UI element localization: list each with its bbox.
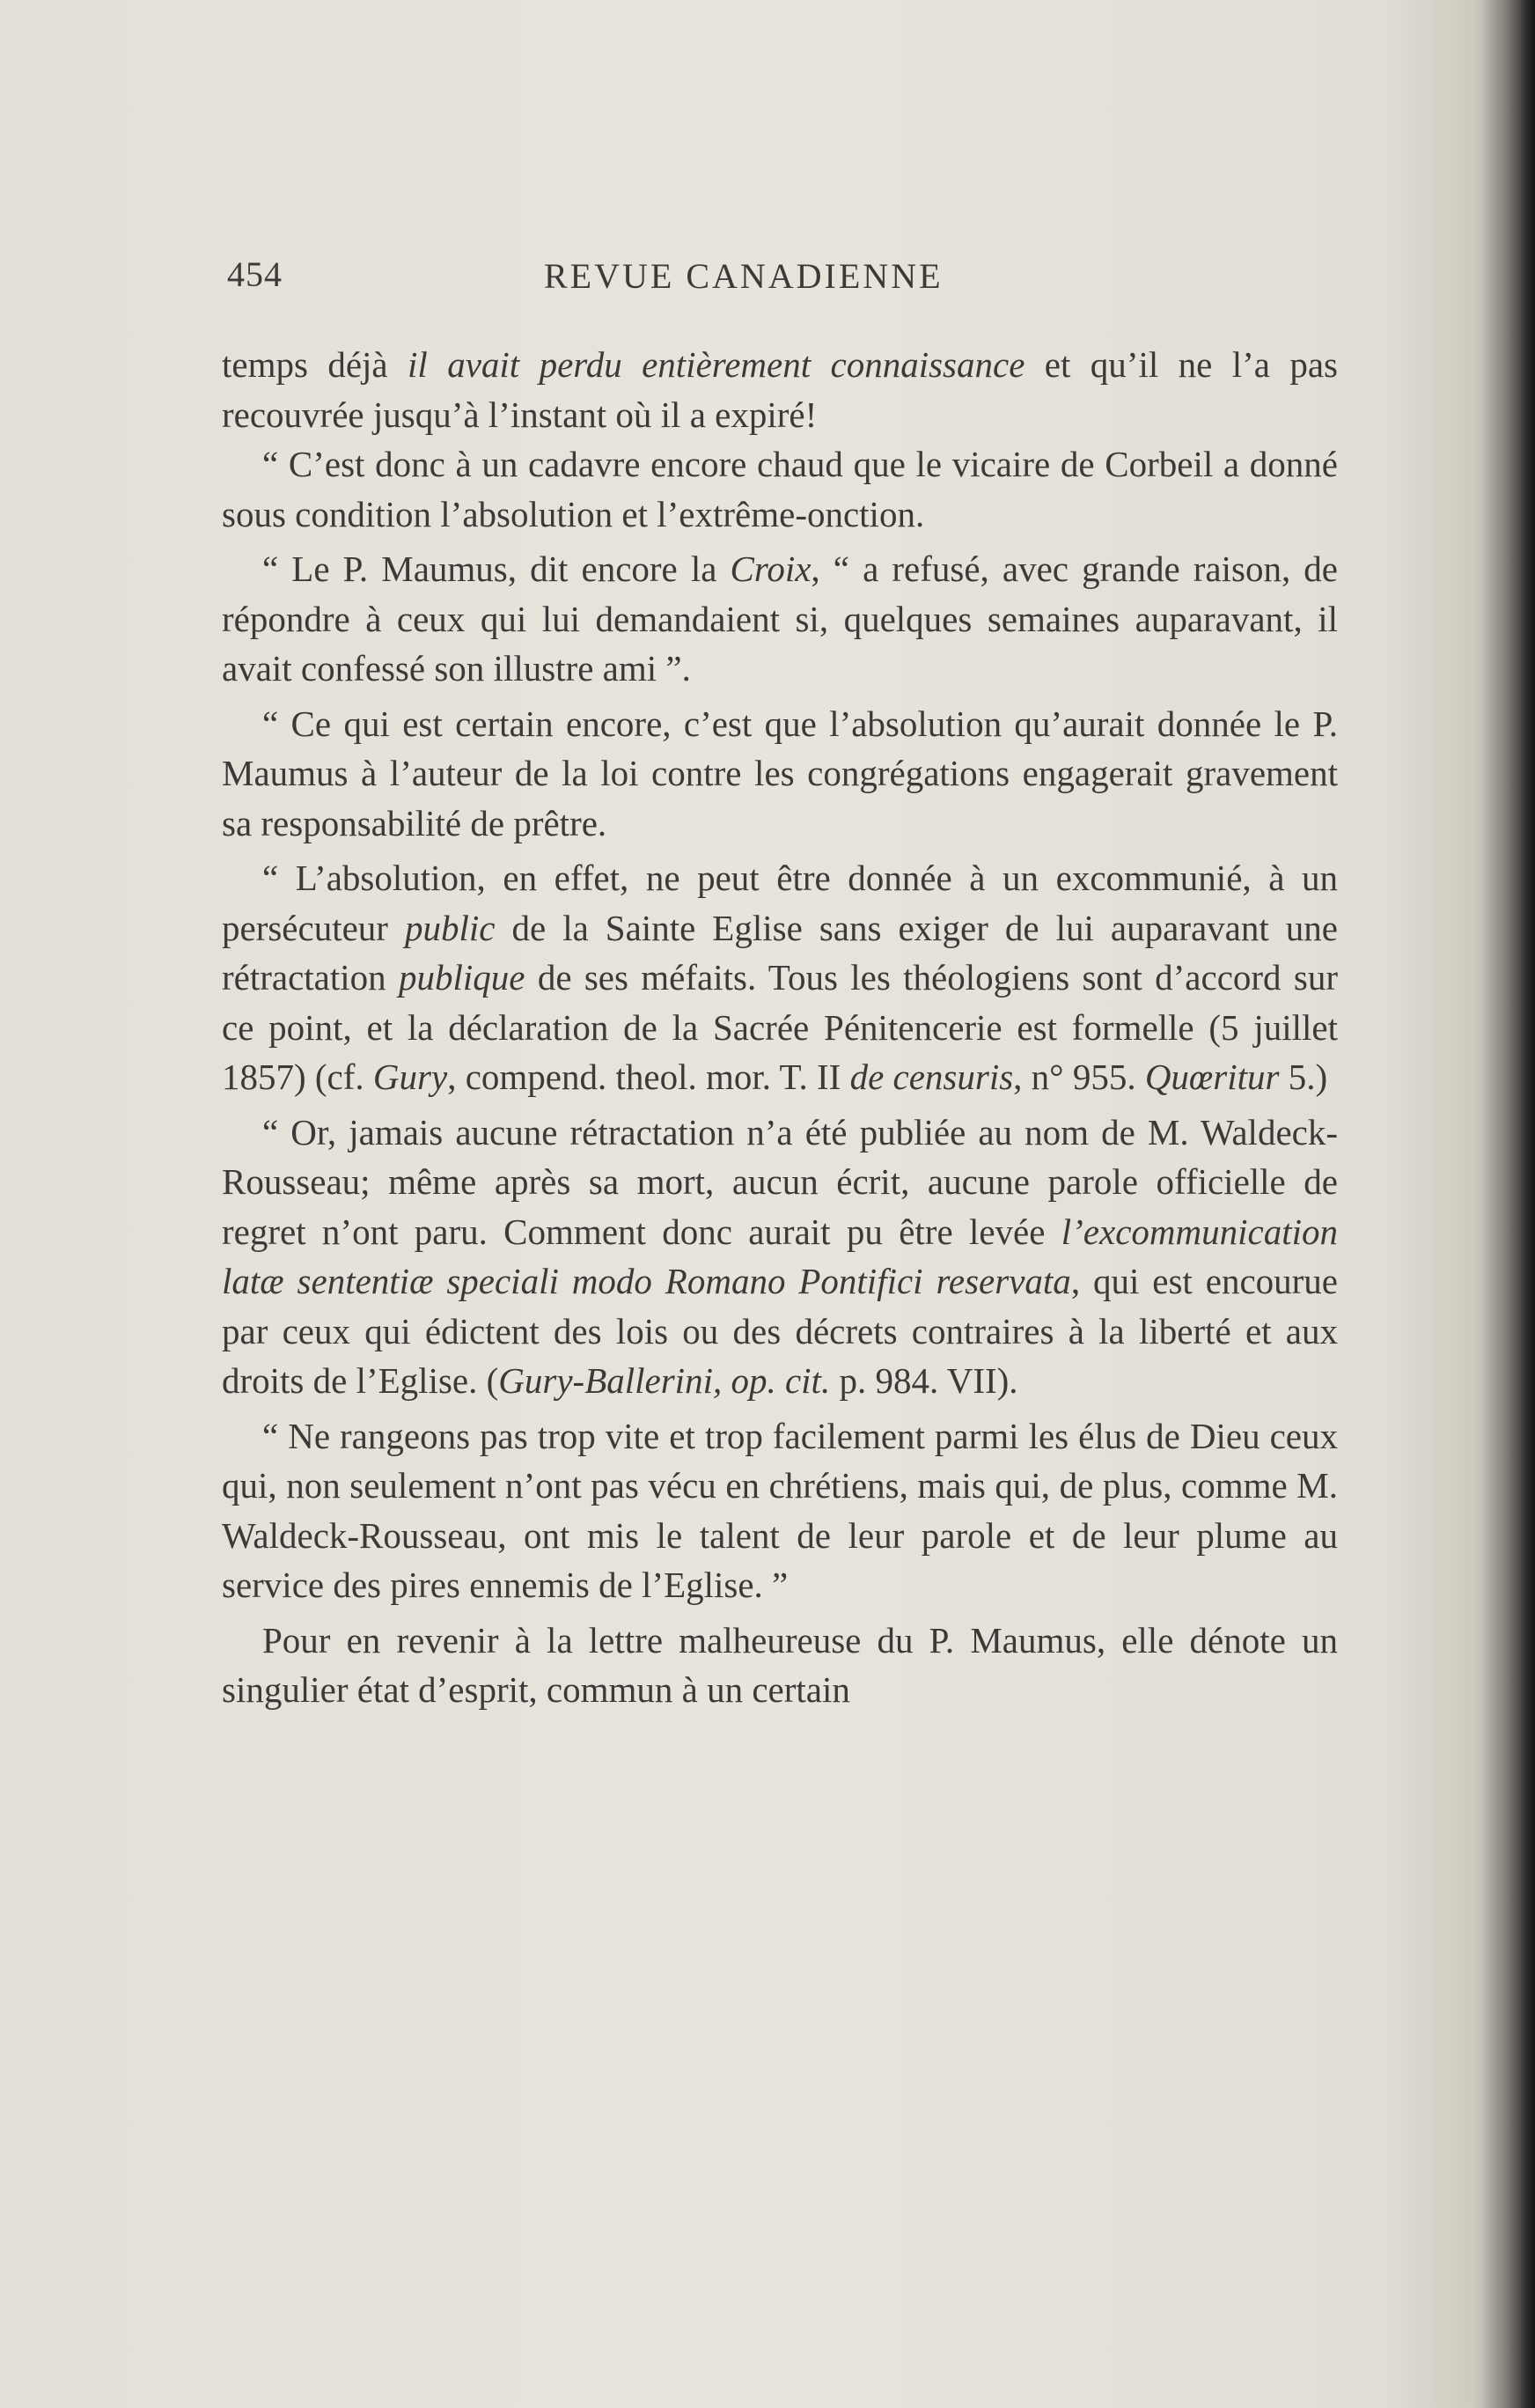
- text-run: “ Le P. Maumus, dit encore la: [262, 549, 731, 589]
- page-number: 454: [227, 254, 283, 294]
- text-run: 5.): [1279, 1057, 1328, 1097]
- text-run: , compend. theol. mor. T. II: [447, 1057, 850, 1097]
- text-run: “ L’absolution, en effet, ne peut être donnée à un excommunié, à un persécuteur: [222, 858, 1338, 948]
- paragraph: [222, 1616, 1338, 1715]
- italic-text: Croix: [730, 549, 812, 589]
- italic-text: publique: [399, 957, 525, 998]
- italic-text: il avait perdu entièrement connaissance: [408, 344, 1025, 385]
- italic-text: Quœritur: [1144, 1057, 1280, 1097]
- italic-text: l’excommunication latæ sententiæ speciali modo Romano Pontifici reservata: [222, 1211, 1338, 1301]
- italic-text: Gury-Ballerini, op. cit.: [498, 1360, 831, 1401]
- italic-text: Gury: [372, 1057, 448, 1097]
- text-run: “ C’est donc à un cadavre encore chaud que le vicaire de Corbeil a donné sous condition l’absolution et l’extrême-onction.: [222, 444, 1338, 534]
- text-run: et qu’il ne l’a pas recouvrée jusqu’à l’instant où il a expiré!: [222, 344, 1338, 435]
- text-run: , n° 955.: [1013, 1057, 1145, 1097]
- page-gutter-shadow: [1482, 0, 1535, 2408]
- text-run: “ Ce qui est certain encore, c’est que l’absolution qu’aurait donnée le P. Maumus à l’auteur de la loi contre les congrégations engagerait gravement sa responsabilité de prêtre.: [222, 703, 1338, 843]
- paragraph: [222, 1411, 1338, 1610]
- text-run: “ Or, jamais aucune rétractation n’a été publiée au nom de M. Waldeck-Rousseau; même après sa mort, aucun écrit, aucune parole officielle de regret n’ont paru. Comment donc aurait pu être levée: [222, 1111, 1338, 1252]
- text-run: de ses méfaits. Tous les théologiens sont d’accord sur ce point, et la déclaration de la Sacrée Pénitencerie est formelle (5 juillet 1857) (cf.: [222, 957, 1338, 1097]
- text-run: p. 984. VII).: [830, 1360, 1018, 1401]
- running-title: REVUE CANADIENNE: [544, 256, 944, 296]
- page-header: [227, 254, 1037, 306]
- paragraph: [222, 439, 1338, 539]
- text-run: Pour en revenir à la lettre malheureuse du P. Maumus, elle dénote un singulier état d’esprit, commun à un certain: [222, 1619, 1338, 1710]
- paragraph: [222, 1108, 1338, 1406]
- text-run: , “ a refusé, avec grande raison, de répondre à ceux qui lui demandaient si, quelques semaines auparavant, il avait confessé son illustre ami ”.: [222, 549, 1338, 689]
- italic-text: public: [404, 907, 496, 948]
- paragraph: [222, 544, 1338, 694]
- paragraph: [222, 340, 1338, 439]
- text-run: temps déjà: [222, 344, 408, 385]
- text-run: , qui est encourue par ceux qui édictent des lois ou des décrets contraires à la liberté et aux droits de l’Eglise. (: [222, 1261, 1338, 1401]
- paragraph: [222, 853, 1338, 1102]
- text-run: “ Ne rangeons pas trop vite et trop facilement parmi les élus de Dieu ceux qui, non seulement n’ont pas vécu en chrétiens, mais qui, de plus, comme M. Waldeck-Rousseau, ont mis le talent de leur parole et de leur plume au service des pires ennemis de l’Eglise. ”: [222, 1415, 1338, 1605]
- text-run: de la Sainte Eglise sans exiger de lui auparavant une rétractation: [222, 907, 1338, 998]
- body-text: [222, 340, 1338, 2145]
- italic-text: de censuris: [849, 1057, 1014, 1097]
- paragraph: [222, 699, 1338, 849]
